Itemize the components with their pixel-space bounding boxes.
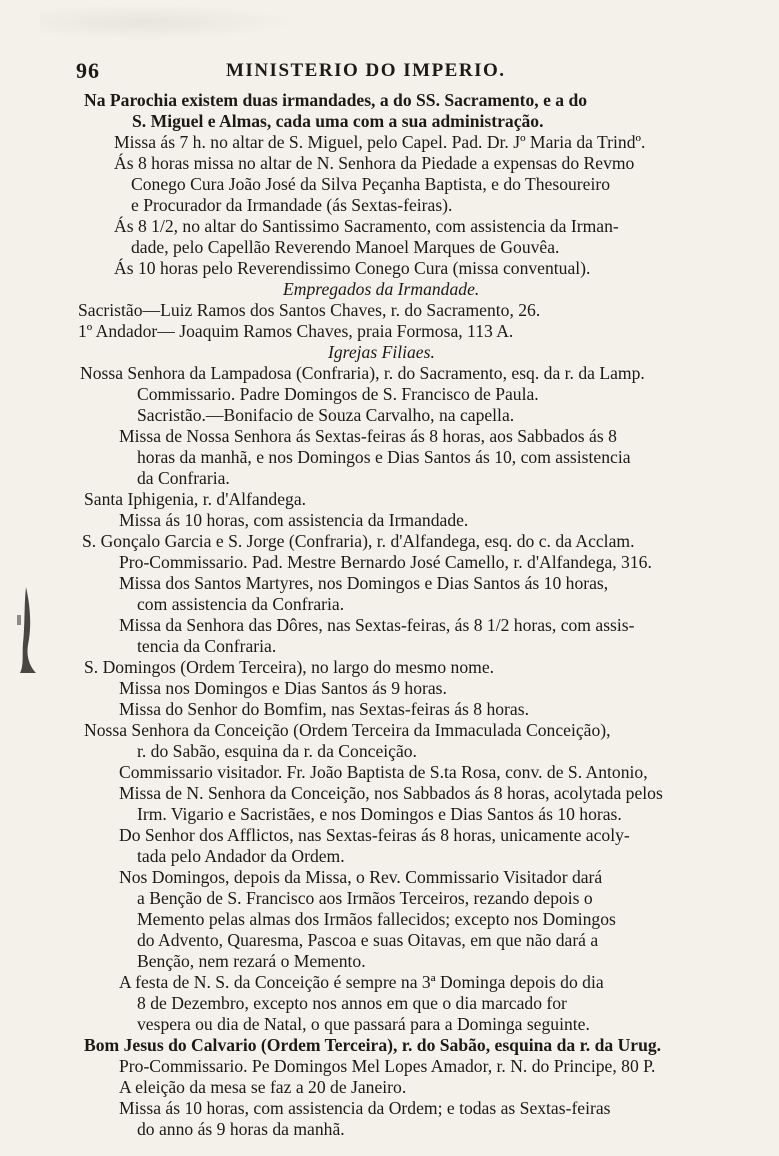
text-line: Irm. Vigario e Sacristães, e nos Domingos e Dias Santos ás 10 horas. [137,804,622,824]
text-line: Missa nos Domingos e Dias Santos ás 9 horas. [119,678,447,698]
section-heading: Igrejas Filiaes. [328,342,435,362]
text-line: Nos Domingos, depois da Missa, o Rev. Commissario Visitador dará [119,867,603,887]
text-line: Missa ás 10 horas, com assistencia da Irmandade. [119,510,469,530]
page-header [76,58,716,82]
text-line: tada pelo Andador da Ordem. [137,846,345,866]
text-line: Missa do Senhor do Bomfim, nas Sextas-feiras ás 8 horas. [119,699,529,719]
text-line: com assistencia da Confraria. [137,594,345,614]
text-line: Na Parochia existem duas irmandades, a do SS. Sacramento, e a do [84,90,588,110]
text-line: Bom Jesus do Calvario (Ordem Terceira), r. do Sabão, esquina da r. da Urug. [84,1035,662,1055]
text-line: S. Gonçalo Garcia e S. Jorge (Confraria), r. d'Alfandega, esq. do c. da Acclam. [82,531,635,551]
text-line: 8 de Dezembro, excepto nos annos em que o dia marcado for [137,993,567,1013]
running-head: MINISTERIO DO IMPERIO. [226,60,506,81]
text-line: Missa de N. Senhora da Conceição, nos Sabbados ás 8 horas, acolytada pelos [119,783,663,803]
text-line: do anno ás 9 horas da manhã. [137,1119,345,1139]
text-line: Santa Iphigenia, r. d'Alfandega. [84,489,307,509]
text-line: Commissario visitador. Fr. João Baptista de S.ta Rosa, conv. de S. Antonio, [119,762,648,782]
text-line: Sacristão—Luiz Ramos dos Santos Chaves, r. do Sacramento, 26. [78,300,541,320]
text-line: Ás 10 horas pelo Reverendissimo Conego Cura (missa conventual). [114,258,591,278]
text-line: Ás 8 1/2, no altar do Santissimo Sacramento, com assistencia da Irman- [114,216,619,236]
text-line: Memento pelas almas dos Irmãos fallecidos; excepto nos Domingos [137,909,616,929]
text-line: 1º Andador— Joaquim Ramos Chaves, praia Formosa, 113 A. [78,321,514,341]
text-line: A eleição da mesa se faz a 20 de Janeiro. [119,1077,407,1097]
text-line: Missa ás 7 h. no altar de S. Miguel, pelo Capel. Pad. Dr. Jº Maria da Trindº. [114,132,646,152]
text-line: S. Miguel e Almas, cada uma com a sua administração. [132,111,544,131]
text-line: do Advento, Quaresma, Pascoa e suas Oitavas, em que não dará a [137,930,599,950]
bleed-through-smudge [40,4,300,40]
text-line: Missa da Senhora das Dôres, nas Sextas-feiras, ás 8 1/2 horas, com assis- [119,615,635,635]
text-line: r. do Sabão, esquina da r. da Conceição. [137,741,417,761]
text-line: horas da manhã, e nos Domingos e Dias Santos ás 10, com assistencia [137,447,631,467]
text-line: vespera ou dia de Natal, o que passará para a Dominga seguinte. [137,1014,590,1034]
text-line: tencia da Confraria. [137,636,277,656]
text-line: Missa ás 10 horas, com assistencia da Ordem; e todas as Sextas-feiras [119,1098,611,1118]
text-line: Commissario. Padre Domingos de S. Francisco de Paula. [137,384,539,404]
text-line: Nossa Senhora da Lampadosa (Confraria), r. do Sacramento, esq. da r. da Lamp. [80,363,645,383]
text-line: Missa de Nossa Senhora ás Sextas-feiras ás 8 horas, aos Sabbados ás 8 [119,426,617,446]
page-number: 96 [76,58,100,83]
section-heading: Empregados da Irmandade. [283,279,480,299]
margin-ink-mark [14,585,42,675]
text-line: Conego Cura João José da Silva Peçanha Baptista, e do Thesoureiro [131,174,611,194]
text-line: Ás 8 horas missa no altar de N. Senhora da Piedade a expensas do Revmo [114,153,635,173]
text-line: Do Senhor dos Afflictos, nas Sextas-feiras ás 8 horas, unicamente acoly- [119,825,630,845]
text-line: Benção, nem rezará o Memento. [137,951,366,971]
text-line: a Benção de S. Francisco aos Irmãos Terceiros, rezando depois o [137,888,593,908]
text-line: Pro-Commissario. Pe Domingos Mel Lopes Amador, r. N. do Principe, 80 P. [119,1056,656,1076]
text-line: Pro-Commissario. Pad. Mestre Bernardo José Camello, r. d'Alfandega, 316. [119,552,652,572]
text-line: A festa de N. S. da Conceição é sempre na 3ª Dominga depois do dia [119,972,604,992]
text-line: dade, pelo Capellão Reverendo Manoel Marques de Gouvêa. [131,237,560,257]
text-line: e Procurador da Irmandade (ás Sextas-feiras). [131,195,453,215]
text-line: Sacristão.—Bonifacio de Souza Carvalho, na capella. [137,405,515,425]
text-line: S. Domingos (Ordem Terceira), no largo do mesmo nome. [84,657,495,677]
text-line: da Confraria. [137,468,230,488]
text-line: Nossa Senhora da Conceição (Ordem Terceira da Immaculada Conceição), [84,720,611,740]
text-line: Missa dos Santos Martyres, nos Domingos e Dias Santos ás 10 horas, [119,573,609,593]
